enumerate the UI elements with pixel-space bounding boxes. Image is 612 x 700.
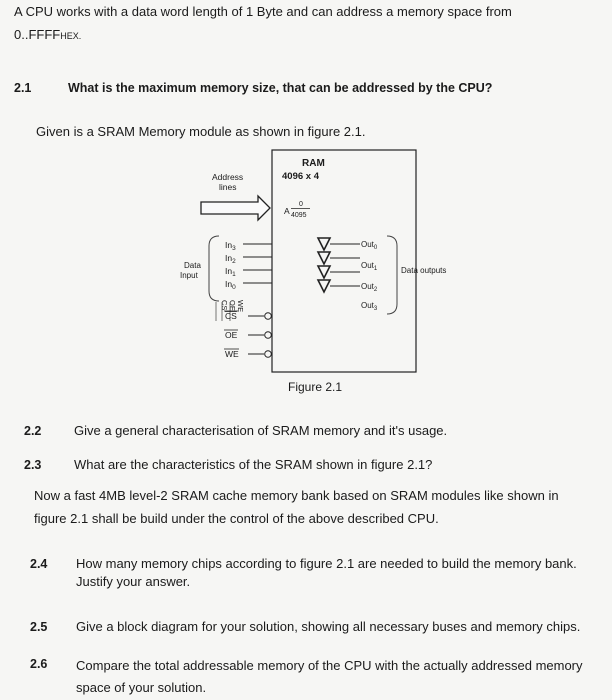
inversion-bubble-cs <box>265 313 272 320</box>
input-pins <box>225 240 272 291</box>
vertical-label-oe: OE <box>228 300 237 311</box>
input-label-1: $In_1$ <box>225 266 236 278</box>
ram-title: RAM <box>302 158 325 169</box>
data-outputs-label: Data outputs <box>401 266 447 275</box>
question-2-2-text: Give a general characterisation of SRAM memory and it's usage. <box>74 423 448 438</box>
given-text: Given is a SRAM Memory module as shown in figure 2.1. <box>36 124 366 139</box>
intro-line-1: A CPU works with a data word length of 1 Byte and can address a memory space from <box>14 4 512 19</box>
control-label-oe: OE <box>225 330 238 340</box>
output-buffer-2 <box>318 266 330 278</box>
data-input-bracket <box>209 236 219 301</box>
ram-size: 4096 x 4 <box>282 171 319 182</box>
vertical-label-we: WE <box>236 300 245 313</box>
addr-bottom: 4095 <box>291 212 307 219</box>
output-label-1: Out$_1$ <box>361 261 378 272</box>
question-2-3-text: What are the characteristics of the SRAM shown in figure 2.1? <box>74 457 433 472</box>
address-range: 0..FFFF <box>14 27 61 42</box>
question-2-6-line-1: Compare the total addressable memory of the CPU with the actually addressed memory <box>76 658 583 673</box>
paragraph-line-2: figure 2.1 shall be build under the control of the above described CPU. <box>34 511 439 526</box>
output-label-2: Out$_2$ <box>361 282 378 293</box>
question-2-5-text: Give a block diagram for your solution, showing all necessary buses and memory chips. <box>76 619 581 634</box>
address-label-2: lines <box>219 182 237 192</box>
ram-chip-box <box>272 150 416 372</box>
data-output-bracket <box>387 236 397 314</box>
question-2-6-line-2: space of your solution. <box>76 680 207 695</box>
control-label-cs: CS <box>225 311 237 321</box>
output-buffer-0 <box>318 238 330 250</box>
question-2-4-line-2: Justify your answer. <box>76 574 191 589</box>
question-2-2-number: 2.2 <box>24 424 42 438</box>
question-2-5-number: 2.5 <box>30 620 48 634</box>
question-2-1-text: What is the maximum memory size, that can be addressed by the CPU? <box>68 81 493 95</box>
question-2-4-line-1: How many memory chips according to figure 2.1 are needed to build the memory bank. <box>76 556 577 571</box>
inversion-bubble-we <box>265 351 272 358</box>
input-label-2: $In_2$ <box>225 253 236 265</box>
control-pins <box>224 311 271 359</box>
address-arrow <box>201 196 270 220</box>
addr-prefix: A <box>284 206 290 216</box>
data-input-label-1: Data <box>184 261 201 270</box>
data-input-label-2: Input <box>180 271 198 280</box>
output-buffer-3 <box>318 280 330 292</box>
output-label-0: Out$_0$ <box>361 240 378 251</box>
hex-subscript: HEX. <box>60 31 82 41</box>
question-2-4-number: 2.4 <box>30 557 48 571</box>
input-label-0: $In_0$ <box>225 279 236 291</box>
figure-caption: Figure 2.1 <box>288 380 343 394</box>
inversion-bubble-oe <box>265 332 272 339</box>
addr-top: 0 <box>299 201 303 208</box>
question-2-1-number: 2.1 <box>14 81 32 95</box>
control-label-we: WE <box>225 349 239 359</box>
output-buffers <box>318 238 360 292</box>
address-label-1: Address <box>212 172 244 182</box>
input-label-3: $In_3$ <box>225 240 236 252</box>
paragraph-line-1: Now a fast 4MB level-2 SRAM cache memory bank based on SRAM modules like shown in <box>34 488 559 503</box>
output-label-3: Out$_3$ <box>361 301 378 312</box>
output-buffer-1 <box>318 252 330 264</box>
question-2-6-number: 2.6 <box>30 657 48 671</box>
vertical-label-cs: CS <box>220 300 229 311</box>
question-2-3-number: 2.3 <box>24 458 42 472</box>
